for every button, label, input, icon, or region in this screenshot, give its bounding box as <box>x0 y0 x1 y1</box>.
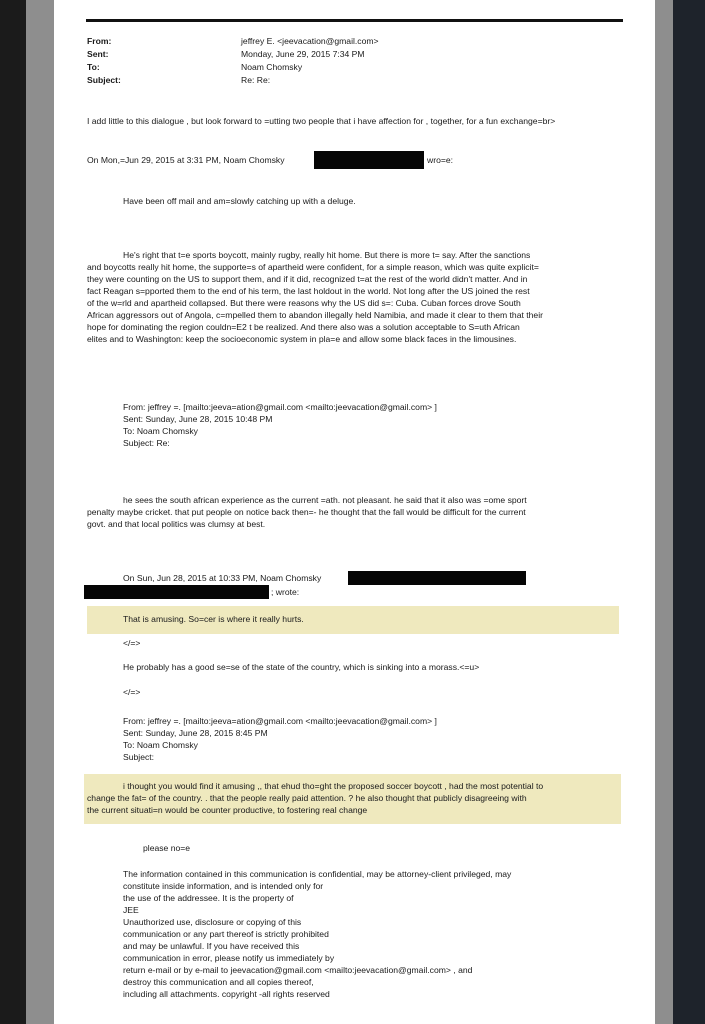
ehud-line: the current situati=n would be counter productive, to fostering real change <box>87 805 368 815</box>
disclaimer-line: constitute inside information, and is intended only for <box>123 881 324 891</box>
subject-value: Re: Re: <box>241 75 271 85</box>
scan-border-right-gray <box>655 0 673 1024</box>
chomsky-line: African aggressors out of Angola, c=mpelled them to abandon illegally held Namibia, and made it clear to them that their <box>87 310 543 320</box>
sent-label: Sent: <box>87 49 109 59</box>
fwd1-sent: Sent: Sunday, June 28, 2015 10:48 PM <box>123 414 273 424</box>
ehud-line: i thought you would find it amusing ,, that ehud tho=ght the proposed soccer boycott , had the most potential to <box>123 781 544 791</box>
to-value: Noam Chomsky <box>241 62 303 72</box>
fwd1-from: From: jeffrey =. [mailto:jeeva=ation@gmail.com <mailto:jeevacation@gmail.com> ] <box>123 402 437 412</box>
fwd2-from: From: jeffrey =. [mailto:jeeva=ation@gmail.com <mailto:jeevacation@gmail.com> ] <box>123 716 437 726</box>
disclaimer-line: Unauthorized use, disclosure or copying of this <box>123 917 302 927</box>
redaction-box <box>348 571 526 585</box>
please-note-line: please no=e <box>143 843 191 853</box>
chomsky-line: hope for dominating the region couldn=E2 t be realized. And there also was a solution acceptable to S=uth African <box>87 322 520 332</box>
disclaimer-line: destroy this communication and all copies thereof, <box>123 977 314 987</box>
chomsky-line: of the w=rld and apartheid collapsed. But there were reasons why the US did s=: Cuba. Cuban forces drove South <box>87 298 521 308</box>
from-label: From: <box>87 36 112 46</box>
from-value: jeffrey E. <jeevacation@gmail.com> <box>241 36 379 46</box>
document-page <box>54 0 655 1024</box>
on-sun-line: On Sun, Jun 28, 2015 at 10:33 PM, Noam Chomsky <box>123 573 322 583</box>
redaction-box <box>84 585 269 599</box>
chomsky-line: they were counting on the US to support them, and if it did, recognized t=at the rest of the world didn't matter. And in <box>87 274 528 284</box>
disclaimer-line: and may be unlawful. If you have received this <box>123 941 300 951</box>
fwd1-to: To: Noam Chomsky <box>123 426 198 436</box>
disclaimer-line: communication or any part thereof is strictly prohibited <box>123 929 329 939</box>
sees-line: govt. and that local politics was clumsy at best. <box>87 519 266 529</box>
disclaimer-line: The information contained in this communication is confidential, may be attorney-client privileged, may <box>123 869 512 879</box>
fwd2-subject: Subject: <box>123 752 155 762</box>
amusing-line: That is amusing. So=cer is where it really hurts. <box>123 614 304 624</box>
fwd2-to: To: Noam Chomsky <box>123 740 198 750</box>
to-label: To: <box>87 62 100 72</box>
scan-border-left-dark <box>0 0 26 1024</box>
disclaimer-line: communication in error, please notify us immediately by <box>123 953 335 963</box>
chomsky-line: He's right that t=e sports boycott, mainly rugby, really hit home. But there is more t= say. After the sanctions <box>123 250 531 260</box>
ehud-line: change the fat= of the country. . that the people really paid attention. ? he also thought that publicly disagreeing with <box>87 793 527 803</box>
tag-line: </=> <box>123 687 141 697</box>
intro-paragraph: I add little to this dialogue , but look forward to =utting two people that i have affection for , together, for a fun exchange=br> <box>87 116 556 126</box>
sent-value: Monday, June 29, 2015 7:34 PM <box>241 49 365 59</box>
fwd1-subject: Subject: Re: <box>123 438 170 448</box>
chomsky-line: elites and to Washington: keep the socioeconomic system in pla=e and allow some black faces in the limousines. <box>87 334 517 344</box>
morass-line: He probably has a good se=se of the state of the country, which is sinking into a morass.<=u> <box>123 662 480 672</box>
disclaimer-line: the use of the addressee. It is the property of <box>123 893 294 903</box>
subject-label: Subject: <box>87 75 121 85</box>
fwd2-sent: Sent: Sunday, June 28, 2015 8:45 PM <box>123 728 268 738</box>
scan-border-left-gray <box>26 0 54 1024</box>
on-sun-wrote: ; wrote: <box>271 587 300 597</box>
disclaimer-line: return e-mail or by e-mail to jeevacation@gmail.com <mailto:jeevacation@gmail.com> , and <box>123 965 473 975</box>
disclaimer-line: including all attachments. copyright -all rights reserved <box>123 989 330 999</box>
sees-line: penalty maybe cricket. that put people on notice back then=- he thought that the fall would be difficult for the current <box>87 507 526 517</box>
on-mon-wrote: wro=e: <box>427 155 454 165</box>
header-rule <box>86 19 623 22</box>
tag-line: </=> <box>123 638 141 648</box>
scan-border-right-dark <box>673 0 705 1024</box>
sees-line: he sees the south african experience as the current =ath. not pleasant. he said that it also was =ome sport <box>123 495 527 505</box>
been-off-line: Have been off mail and am=slowly catching up with a deluge. <box>123 196 356 206</box>
chomsky-line: fact Reagan s=pported them to the end of his term, the last holdout in the world. Not long after the US joined the rest <box>87 286 530 296</box>
redaction-box <box>314 151 424 169</box>
disclaimer-line: JEE <box>123 905 139 915</box>
chomsky-line: and boycotts really hit home, the supporte=s of apartheid were confident, for a simple reason, which was quite explicit= <box>87 262 539 272</box>
on-mon-line: On Mon,=Jun 29, 2015 at 3:31 PM, Noam Chomsky <box>87 155 285 165</box>
